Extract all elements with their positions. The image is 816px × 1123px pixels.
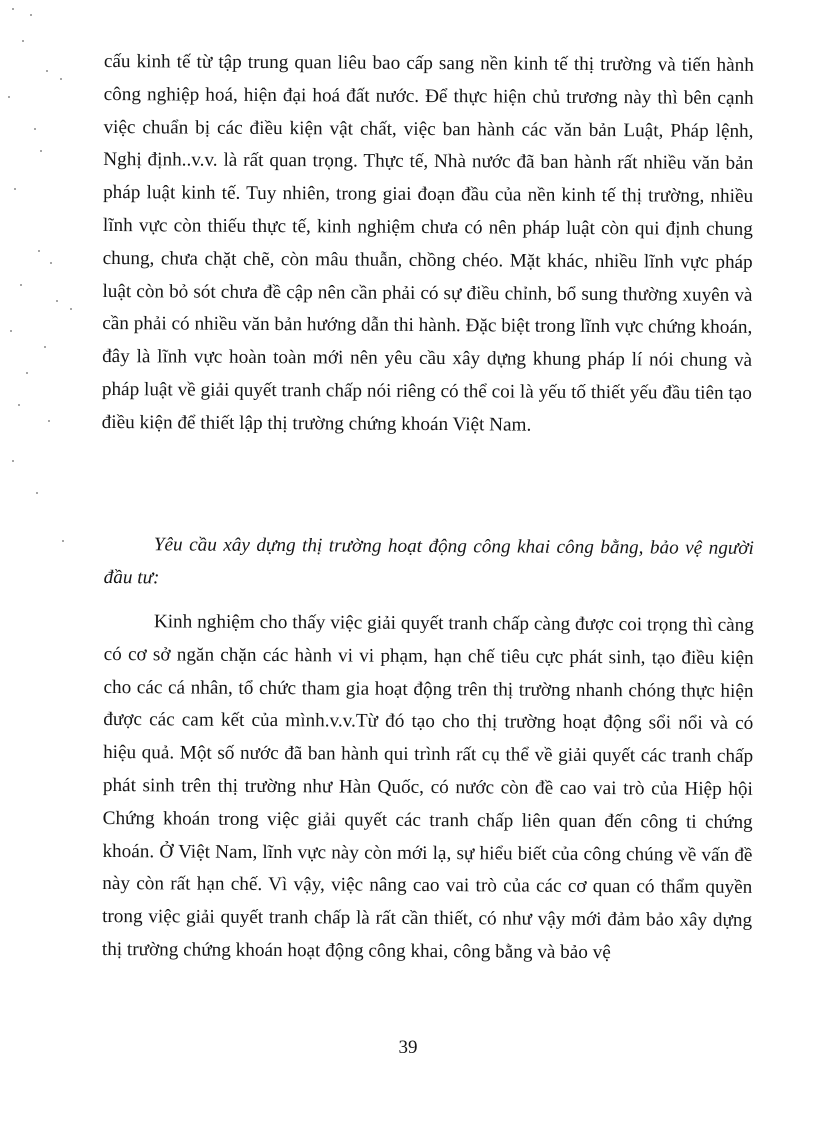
body-paragraph-2: [102, 606, 754, 971]
section-heading-text: Yêu cầu xây dựng thị trường hoạt động công khai công bằng, bảo vệ người đầu tư:: [103, 534, 754, 589]
body-paragraph-1: [102, 46, 754, 444]
scan-noise-speckles: [0, 0, 90, 560]
paragraph-text: Kinh nghiệm cho thấy việc giải quyết tranh chấp càng được coi trọng thì càng có cơ sở ngăn chặn các hành vi vi phạm, hạn chế tiêu cực phát sinh, tạo điều kiện cho các cá nhân, tổ chức tham gia hoạt động trên thị trường nhanh chóng thực hiện được các cam kết của mình.v.v.Từ đó tạo cho thị trường hoạt động sổi nổi và có hiệu quả. Một số nước đã ban hành qui trình rất cụ thể về giải quyết các tranh chấp phát sinh trên thị trường như Hàn Quốc, có nước còn đề cao vai trò của Hiệp hội Chứng khoán trong việc giải quyết các tranh chấp liên quan đến công ti chứng khoán. Ở Việt Nam, lĩnh vực này còn mới lạ, sự hiểu biết của công chúng về vấn đề này còn rất hạn chế. Vì vậy, việc nâng cao vai trò của các cơ quan có thẩm quyền trong việc giải quyết tranh chấp là rất cần thiết, có như vậy mới đảm bảo xây dựng thị trường chứng khoán hoạt động công khai, công bằng và bảo vệ: [101, 611, 754, 964]
paragraph-text: cấu kinh tế từ tập trung quan liêu bao cấp sang nền kinh tế thị trường và tiến hành công nghiệp hoá, hiện đại hoá đất nước. Để thực hiện chủ trương này thì bên cạnh việc chuẩn bị các điều kiện vật chất, việc ban hành các văn bản Luật, Pháp lệnh, Nghị định..v.v. là rất quan trọng. Thực tế, Nhà nước đã ban hành rất nhiều văn bản pháp luật kinh tế. Tuy nhiên, trong giai đoạn đầu của nền kinh tế thị trường, nhiều lĩnh vực còn thiếu thực tế, kinh nghiệm chưa có nên pháp luật còn qui định chung chung, chưa chặt chẽ, còn mâu thuẫn, chồng chéo. Mặt khác, nhiều lĩnh vực pháp luật còn bỏ sót chưa đề cập nên cần phải có sự điều chỉnh, bổ sung thường xuyên và cần phải có nhiều văn bản hướng dẫn thi hành. Đặc biệt trong lĩnh vực chứng khoán, đây là lĩnh vực hoàn toàn mới nên yêu cầu xây dựng khung pháp lí nói chung và pháp luật về giải quyết tranh chấp nói riêng có thể coi là yếu tố thiết yếu đầu tiên tạo điều kiện để thiết lập thị trường chứng khoán Việt Nam.: [101, 50, 754, 436]
section-heading: [104, 529, 754, 599]
page-number: 39: [398, 1037, 418, 1058]
